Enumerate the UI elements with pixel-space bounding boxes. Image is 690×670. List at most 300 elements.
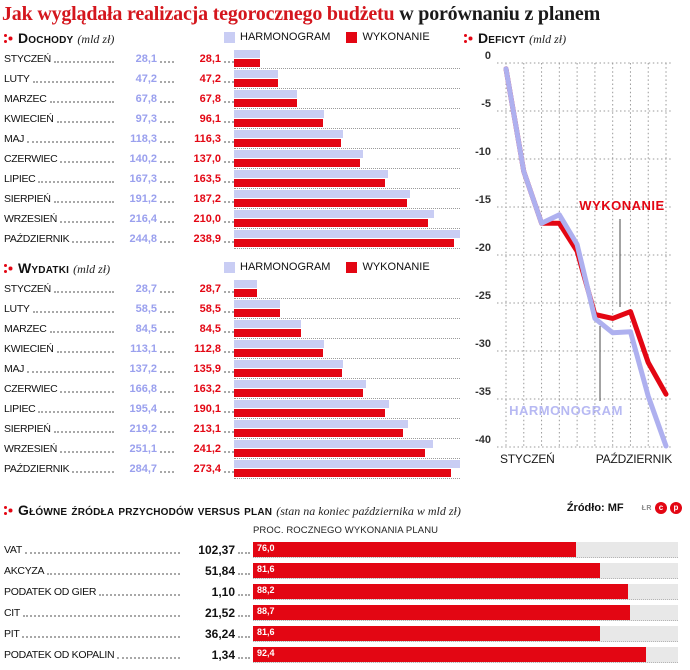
plan-pct-bar <box>253 584 628 599</box>
dotted-leader <box>47 573 180 575</box>
tax-label: VAT <box>4 543 22 556</box>
bar-group <box>234 229 460 249</box>
harmonogram-value: 67,8 <box>135 93 157 105</box>
dotted-leader <box>160 291 174 293</box>
harmonogram-value: 28,1 <box>135 53 157 65</box>
dotted-leader <box>160 181 174 183</box>
month-label: KWIECIEŃ <box>4 343 54 355</box>
author-initials: ŁR <box>641 504 652 512</box>
dotted-leader <box>38 411 114 413</box>
harmonogram-bar <box>234 90 297 98</box>
dotted-leader <box>238 657 250 659</box>
dotted-leader <box>27 141 114 143</box>
dotted-leader <box>224 121 234 123</box>
amount-value: 36,24 <box>204 626 235 641</box>
wykonanie-bar <box>234 309 280 317</box>
bar-group <box>234 339 460 359</box>
wykonanie-bar <box>234 469 451 477</box>
dotted-leader <box>238 636 250 638</box>
bar-group <box>234 189 460 209</box>
table-row <box>4 129 460 149</box>
plan-pct-bar <box>253 647 646 662</box>
table-row <box>4 109 460 129</box>
deficyt-unit: (mld zł) <box>529 32 567 46</box>
dotted-leader <box>50 101 114 103</box>
section-dochody <box>0 30 460 249</box>
table-row <box>4 319 460 339</box>
wykonanie-bar <box>234 159 360 167</box>
title-red-part: Jak wyglądała realizacja tegorocznego budżetu <box>2 3 395 25</box>
wykonanie-bar <box>234 139 341 147</box>
dotted-leader <box>224 221 234 223</box>
wykonanie-value: 28,7 <box>199 283 221 295</box>
dotted-leader <box>160 331 174 333</box>
harmonogram-value: 137,2 <box>129 363 157 375</box>
harmonogram-swatch-icon <box>224 262 235 273</box>
dotted-leader <box>224 101 234 103</box>
dotted-leader <box>160 121 174 123</box>
dotted-leader <box>160 431 174 433</box>
dotted-leader <box>54 201 114 203</box>
dotted-leader <box>224 411 234 413</box>
month-label: WRZESIEŃ <box>4 213 58 225</box>
svg-text:-20: -20 <box>475 242 491 254</box>
harmonogram-value: 251,1 <box>129 443 157 455</box>
wykonanie-bar <box>234 99 297 107</box>
harmonogram-value: 216,4 <box>129 213 157 225</box>
month-label: PAŹDZIERNIK <box>4 463 70 475</box>
wykonanie-bar <box>234 79 278 87</box>
dotted-leader <box>224 451 234 453</box>
dotted-leader <box>99 594 180 596</box>
table-row <box>4 89 460 109</box>
harmonogram-value: 195,4 <box>129 403 157 415</box>
dotted-leader <box>50 331 114 333</box>
dotted-leader <box>238 594 250 596</box>
bar-group <box>234 89 460 109</box>
month-label: LUTY <box>4 73 30 85</box>
bar-group <box>234 209 460 229</box>
amount-value: 1,10 <box>211 584 235 599</box>
table-row <box>4 49 460 69</box>
source-label: Źródło: MF <box>566 502 624 514</box>
svg-text:-15: -15 <box>475 194 491 206</box>
table-row <box>4 339 460 359</box>
dotted-leader <box>23 615 180 617</box>
dotted-leader <box>54 291 114 293</box>
dotted-leader <box>224 311 234 313</box>
table-row <box>4 359 460 379</box>
wykonanie-value: 96,1 <box>199 113 221 125</box>
month-label: SIERPIEŃ <box>4 193 51 205</box>
dotted-leader <box>160 101 174 103</box>
plan-pct-value: 88,2 <box>257 584 275 595</box>
dochody-table <box>0 49 460 249</box>
harmonogram-bar <box>234 300 280 308</box>
wykonanie-bar <box>234 369 342 377</box>
wykonanie-bar <box>234 389 363 397</box>
dotted-leader <box>224 201 234 203</box>
harmonogram-value: 166,8 <box>129 383 157 395</box>
dotted-leader <box>160 81 174 83</box>
bar-group <box>234 49 460 69</box>
harmonogram-value: 113,1 <box>130 343 157 355</box>
dotted-leader <box>224 61 234 63</box>
harmonogram-bar <box>234 280 257 288</box>
dotted-leader <box>54 61 114 63</box>
wykonanie-bar <box>234 119 323 127</box>
svg-text:-25: -25 <box>475 290 491 302</box>
dochody-unit: (mld zł) <box>77 32 115 46</box>
tax-label: AKCYZA <box>4 564 45 577</box>
wykonanie-value: 112,8 <box>194 343 221 355</box>
dotted-leader <box>72 471 114 473</box>
month-label: MARZEC <box>4 323 47 335</box>
amount-value: 1,34 <box>211 647 235 662</box>
wykonanie-bar <box>234 179 385 187</box>
table-row <box>4 602 690 623</box>
month-label: MAJ <box>4 133 25 145</box>
month-label: KWIECIEŃ <box>4 113 54 125</box>
table-row <box>4 69 460 89</box>
dotted-leader <box>224 391 234 393</box>
wykonanie-value: 28,1 <box>199 53 221 65</box>
section-bullet-icon <box>4 506 14 516</box>
legend-wykonanie-label: WYKONANIE <box>362 31 430 43</box>
bar-group <box>234 379 460 399</box>
bar-group <box>234 319 460 339</box>
legend-harmonogram-label: HARMONOGRAM <box>240 31 331 43</box>
harmonogram-bar <box>234 150 363 158</box>
svg-text:0: 0 <box>484 50 491 62</box>
dotted-leader <box>224 351 234 353</box>
dotted-leader <box>224 291 234 293</box>
dotted-leader <box>160 471 174 473</box>
dotted-leader <box>25 552 180 554</box>
bar-group <box>234 149 460 169</box>
bar-group <box>234 439 460 459</box>
plan-pct-track <box>253 542 678 558</box>
month-label: PAŹDZIERNIK <box>4 233 70 245</box>
dochody-legend <box>224 31 430 43</box>
svg-text:-35: -35 <box>475 386 491 398</box>
month-label: WRZESIEŃ <box>4 443 58 455</box>
wykonanie-value: 273,4 <box>193 463 221 475</box>
section-bullet-icon <box>4 34 14 44</box>
table-row <box>4 419 460 439</box>
table-row <box>4 229 460 249</box>
table-row <box>4 644 690 665</box>
plan-pct-value: 76,0 <box>257 542 275 553</box>
tax-label: PIT <box>4 627 20 640</box>
dotted-leader <box>238 615 250 617</box>
dotted-leader <box>160 451 174 453</box>
wykonanie-value: 58,5 <box>199 303 221 315</box>
dotted-leader <box>238 573 250 575</box>
plan-pct-bar <box>253 563 600 578</box>
harmonogram-bar <box>234 420 408 428</box>
amount-value: 102,37 <box>198 542 235 557</box>
zrodla-header <box>0 502 690 519</box>
table-row <box>4 169 460 189</box>
section-deficyt <box>460 30 690 481</box>
table-row <box>4 459 460 479</box>
dotted-leader <box>160 311 174 313</box>
wykonanie-bar <box>234 239 454 247</box>
harmonogram-bar <box>234 50 260 58</box>
bar-group <box>234 109 460 129</box>
harmonogram-value: 97,3 <box>135 113 157 125</box>
harmonogram-bar <box>234 130 343 138</box>
dotted-leader <box>224 141 234 143</box>
bar-group <box>234 359 460 379</box>
table-row <box>4 299 460 319</box>
dotted-leader <box>160 61 174 63</box>
harmonogram-value: 118,3 <box>130 133 157 145</box>
harmonogram-bar <box>234 360 343 368</box>
table-row <box>4 581 690 602</box>
harmonogram-value: 167,3 <box>129 173 157 185</box>
harmonogram-bar <box>234 210 434 218</box>
month-label: SIERPIEŃ <box>4 423 51 435</box>
harmonogram-bar <box>234 460 460 468</box>
month-label: MAJ <box>4 363 25 375</box>
wykonanie-bar <box>234 199 407 207</box>
svg-text:-5: -5 <box>481 98 491 110</box>
plan-pct-value: 92,4 <box>257 647 275 658</box>
plan-pct-value: 88,7 <box>257 605 275 616</box>
wykonanie-bar <box>234 289 257 297</box>
plan-pct-bar <box>253 605 630 620</box>
harmonogram-value: 244,8 <box>129 233 157 245</box>
harmonogram-value: 191,2 <box>129 193 157 205</box>
dotted-leader <box>224 161 234 163</box>
wykonanie-value: 84,5 <box>199 323 221 335</box>
tax-label: PODATEK OD GIER <box>4 585 97 598</box>
wykonanie-bar <box>234 219 428 227</box>
harmonogram-swatch-icon <box>224 32 235 43</box>
table-row <box>4 279 460 299</box>
license-icon: p <box>670 502 682 514</box>
wydatki-header <box>0 260 460 277</box>
harmonogram-value: 28,7 <box>135 283 157 295</box>
table-row <box>4 149 460 169</box>
plan-pct-track <box>253 584 678 600</box>
dotted-leader <box>224 371 234 373</box>
wykonanie-bar <box>234 59 260 67</box>
dotted-leader <box>160 391 174 393</box>
plan-pct-value: 81,6 <box>257 626 275 637</box>
wydatki-legend <box>224 261 430 273</box>
dochody-header <box>0 30 460 47</box>
wydatki-unit: (mld zł) <box>73 262 111 276</box>
harmonogram-bar <box>234 320 301 328</box>
harmonogram-bar <box>234 340 324 348</box>
plan-pct-bar <box>253 542 576 557</box>
table-row <box>4 399 460 419</box>
bar-group <box>234 399 460 419</box>
section-zrodla <box>0 502 690 665</box>
dotted-leader <box>117 657 180 659</box>
month-label: CZERWIEC <box>4 383 58 395</box>
dotted-leader <box>38 181 114 183</box>
wydatki-title: Wydatki <box>18 260 70 276</box>
dotted-leader <box>60 161 114 163</box>
dotted-leader <box>160 351 174 353</box>
amount-value: 21,52 <box>204 605 235 620</box>
table-row <box>4 623 690 644</box>
wykonanie-value: 67,8 <box>199 93 221 105</box>
dotted-leader <box>27 371 114 373</box>
plan-pct-track <box>253 605 678 621</box>
dotted-leader <box>160 411 174 413</box>
title-black-part: w porównaniu z planem <box>394 3 601 25</box>
dochody-title: Dochody <box>18 30 74 46</box>
table-row <box>4 189 460 209</box>
month-label: LIPIEC <box>4 403 36 415</box>
tax-label: PODATEK OD KOPALIN <box>4 648 115 661</box>
license-icon: c <box>655 502 667 514</box>
plan-pct-track <box>253 563 678 579</box>
legend-wykonanie-label: WYKONANIE <box>362 261 430 273</box>
wykonanie-value: 241,2 <box>193 443 221 455</box>
dotted-leader <box>160 221 174 223</box>
dotted-leader <box>160 371 174 373</box>
bar-group <box>234 69 460 89</box>
dotted-leader <box>33 311 114 313</box>
plan-pct-track <box>253 626 678 642</box>
section-bullet-icon <box>4 264 14 274</box>
wykonanie-value: 47,2 <box>199 73 221 85</box>
month-label: STYCZEŃ <box>4 283 51 295</box>
dotted-leader <box>60 451 114 453</box>
deficyt-title: Deficyt <box>478 30 526 46</box>
right-column <box>460 30 690 490</box>
table-row <box>4 560 690 581</box>
wykonanie-annotation: WYKONANIE <box>579 198 665 213</box>
plan-pct-value: 81,6 <box>257 563 275 574</box>
wykonanie-value: 187,2 <box>193 193 221 205</box>
zrodla-title: Główne źródła przychodów versus plan <box>18 502 273 518</box>
wykonanie-swatch-icon <box>346 262 357 273</box>
wykonanie-value: 210,0 <box>193 213 221 225</box>
month-label: LUTY <box>4 303 30 315</box>
page-title <box>0 0 690 30</box>
dotted-leader <box>60 221 114 223</box>
wykonanie-value: 213,1 <box>193 423 221 435</box>
dotted-leader <box>54 431 114 433</box>
table-row <box>4 439 460 459</box>
month-label: CZERWIEC <box>4 153 58 165</box>
month-label: LIPIEC <box>4 173 36 185</box>
zrodla-unit: (stan na koniec października w mld zł) <box>276 504 461 518</box>
harmonogram-bar <box>234 230 460 238</box>
harmonogram-value: 84,5 <box>135 323 157 335</box>
wykonanie-swatch-icon <box>346 32 357 43</box>
dotted-leader <box>72 241 114 243</box>
wykonanie-value: 190,1 <box>193 403 221 415</box>
wykonanie-bar <box>234 329 301 337</box>
wykonanie-value: 135,9 <box>193 363 221 375</box>
bar-group <box>234 129 460 149</box>
harmonogram-bar <box>234 190 410 198</box>
deficit-line-chart <box>460 49 690 481</box>
bar-group <box>234 459 460 479</box>
bar-group <box>234 279 460 299</box>
dotted-leader <box>160 161 174 163</box>
harmonogram-value: 140,2 <box>129 153 157 165</box>
harmonogram-value: 47,2 <box>135 73 157 85</box>
tax-label: CIT <box>4 606 21 619</box>
plan-pct-track <box>253 647 678 663</box>
legend-harmonogram-label: HARMONOGRAM <box>240 261 331 273</box>
zrodla-table <box>0 539 690 665</box>
svg-text:STYCZEŃ: STYCZEŃ <box>500 452 555 466</box>
harmonogram-bar <box>234 170 388 178</box>
harmonogram-bar <box>234 440 433 448</box>
deficyt-header <box>460 30 690 47</box>
section-wydatki <box>0 260 460 479</box>
harmonogram-annotation: HARMONOGRAM <box>509 403 623 418</box>
plan-pct-column-header: PROC. ROCZNEGO WYKONANIA PLANU <box>253 525 439 536</box>
bar-group <box>234 299 460 319</box>
wydatki-table <box>0 279 460 479</box>
svg-text:PAŹDZIERNIK: PAŹDZIERNIK <box>595 452 673 466</box>
wykonanie-value: 116,3 <box>194 133 221 145</box>
source-area <box>567 502 682 514</box>
bar-group <box>234 419 460 439</box>
dotted-leader <box>224 81 234 83</box>
dotted-leader <box>224 331 234 333</box>
wykonanie-value: 137,0 <box>193 153 221 165</box>
harmonogram-value: 284,7 <box>129 463 157 475</box>
harmonogram-bar <box>234 70 278 78</box>
svg-text:-30: -30 <box>475 338 491 350</box>
dotted-leader <box>224 181 234 183</box>
dotted-leader <box>238 552 250 554</box>
main-content <box>0 30 690 490</box>
dotted-leader <box>33 81 114 83</box>
dotted-leader <box>57 351 114 353</box>
amount-value: 51,84 <box>204 563 235 578</box>
dotted-leader <box>160 241 174 243</box>
table-row <box>4 379 460 399</box>
dotted-leader <box>60 391 114 393</box>
month-label: MARZEC <box>4 93 47 105</box>
harmonogram-bar <box>234 110 324 118</box>
dotted-leader <box>22 636 180 638</box>
wykonanie-value: 163,5 <box>193 173 221 185</box>
plan-pct-bar <box>253 626 600 641</box>
wykonanie-bar <box>234 449 425 457</box>
harmonogram-value: 219,2 <box>129 423 157 435</box>
dotted-leader <box>57 121 114 123</box>
wykonanie-bar <box>234 349 323 357</box>
bar-group <box>234 169 460 189</box>
dotted-leader <box>224 431 234 433</box>
left-column <box>0 30 460 490</box>
wykonanie-bar <box>234 429 403 437</box>
section-bullet-icon <box>464 34 474 44</box>
dotted-leader <box>224 241 234 243</box>
table-row <box>4 209 460 229</box>
svg-text:-10: -10 <box>475 146 491 158</box>
wykonanie-bar <box>234 409 385 417</box>
dotted-leader <box>160 201 174 203</box>
dotted-leader <box>160 141 174 143</box>
wykonanie-value: 163,2 <box>193 383 221 395</box>
table-row <box>4 539 690 560</box>
